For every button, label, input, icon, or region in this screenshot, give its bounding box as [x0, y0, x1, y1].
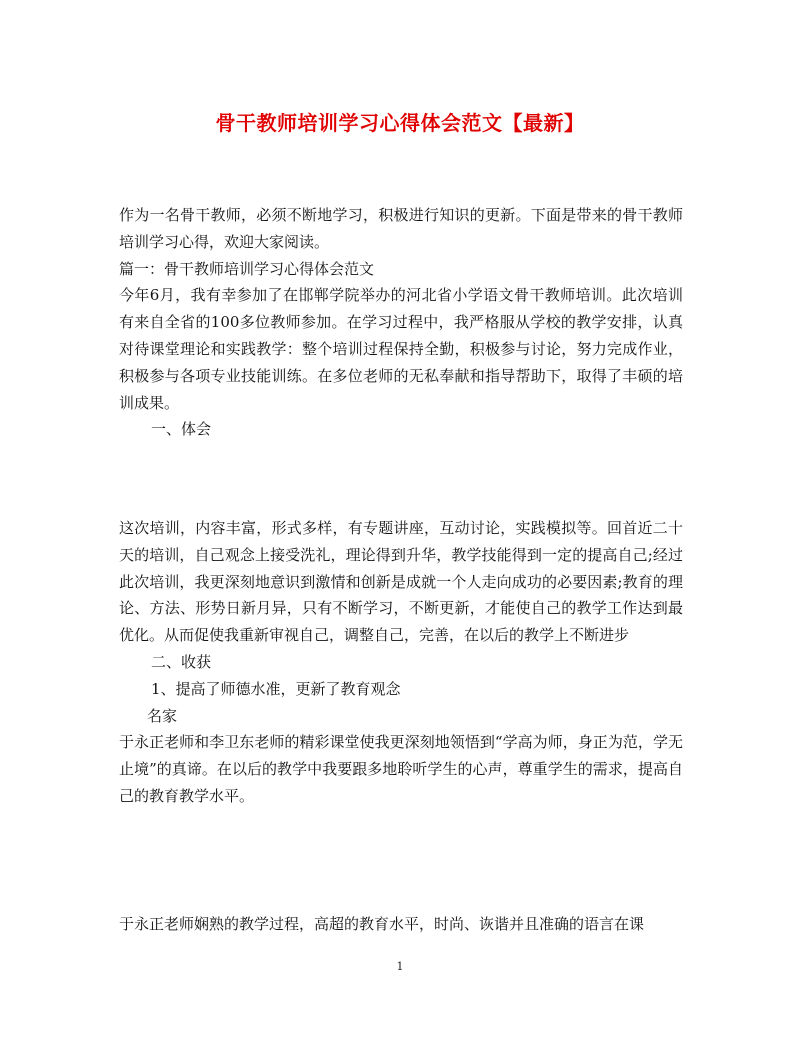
teachers-paragraph: 于永正老师和李卫东老师的精彩课堂使我更深刻地领悟到“学高为师，身正为范，学无止境”的真谛。在以后的教学中我要跟多地聆听学生的心声，尊重学生的需求，提高自己的教育教学水平。	[119, 733, 683, 805]
continuation-block	[119, 911, 683, 938]
document-title: 骨干教师培训学习心得体会范文【最新】	[215, 111, 585, 135]
subheading-ethics: 1、提高了师德水准，更新了教育观念	[151, 679, 401, 698]
section-heading-gains: 二、收获	[151, 652, 212, 671]
intro-block	[119, 202, 683, 443]
continuation-paragraph: 于永正老师娴熟的教学过程，高超的教育水平，时尚、诙谐并且准确的语言在课	[119, 915, 645, 933]
part-heading: 篇一：骨干教师培训学习心得体会范文	[119, 259, 375, 278]
experience-paragraph: 这次培训，内容丰富，形式多样，有专题讲座，互动讨论，实践模拟等。回首近二十天的培训，自己观念上接受洗礼，理论得到升华，教学技能得到一定的提高自己;经过此次培训，我更深刻地意识到激情和创新是成就一个人走向成功的必要因素;教育的理论、方法、形势日新月异，只有不断学习，不断更新，才能使自己的教学工作达到最优化。从而促使我重新审视自己，调整自己，完善，在以后的教学上不断进步	[119, 519, 683, 645]
page-number: 1	[396, 960, 404, 973]
experience-block	[119, 515, 683, 810]
section-heading-experience: 一、体会	[151, 420, 212, 439]
fragment-mingjia: 名家	[147, 706, 178, 725]
intro-paragraph: 作为一名骨干教师，必须不断地学习，积极进行知识的更新。下面是带来的骨干教师培训学习心得，欢迎大家阅读。	[119, 206, 683, 251]
training-paragraph: 今年6月，我有幸参加了在邯郸学院举办的河北省小学语文骨干教师培训。此次培训有来自全省的100多位教师参加。在学习过程中，我严格服从学校的教学安排，认真对待课堂理论和实践教学：整个培训过程保持全勤，积极参与讨论，努力完成作业，积极参与各项专业技能训练。在多位老师的无私奉献和指导帮助下，取得了丰硕的培训成果。	[119, 286, 683, 412]
